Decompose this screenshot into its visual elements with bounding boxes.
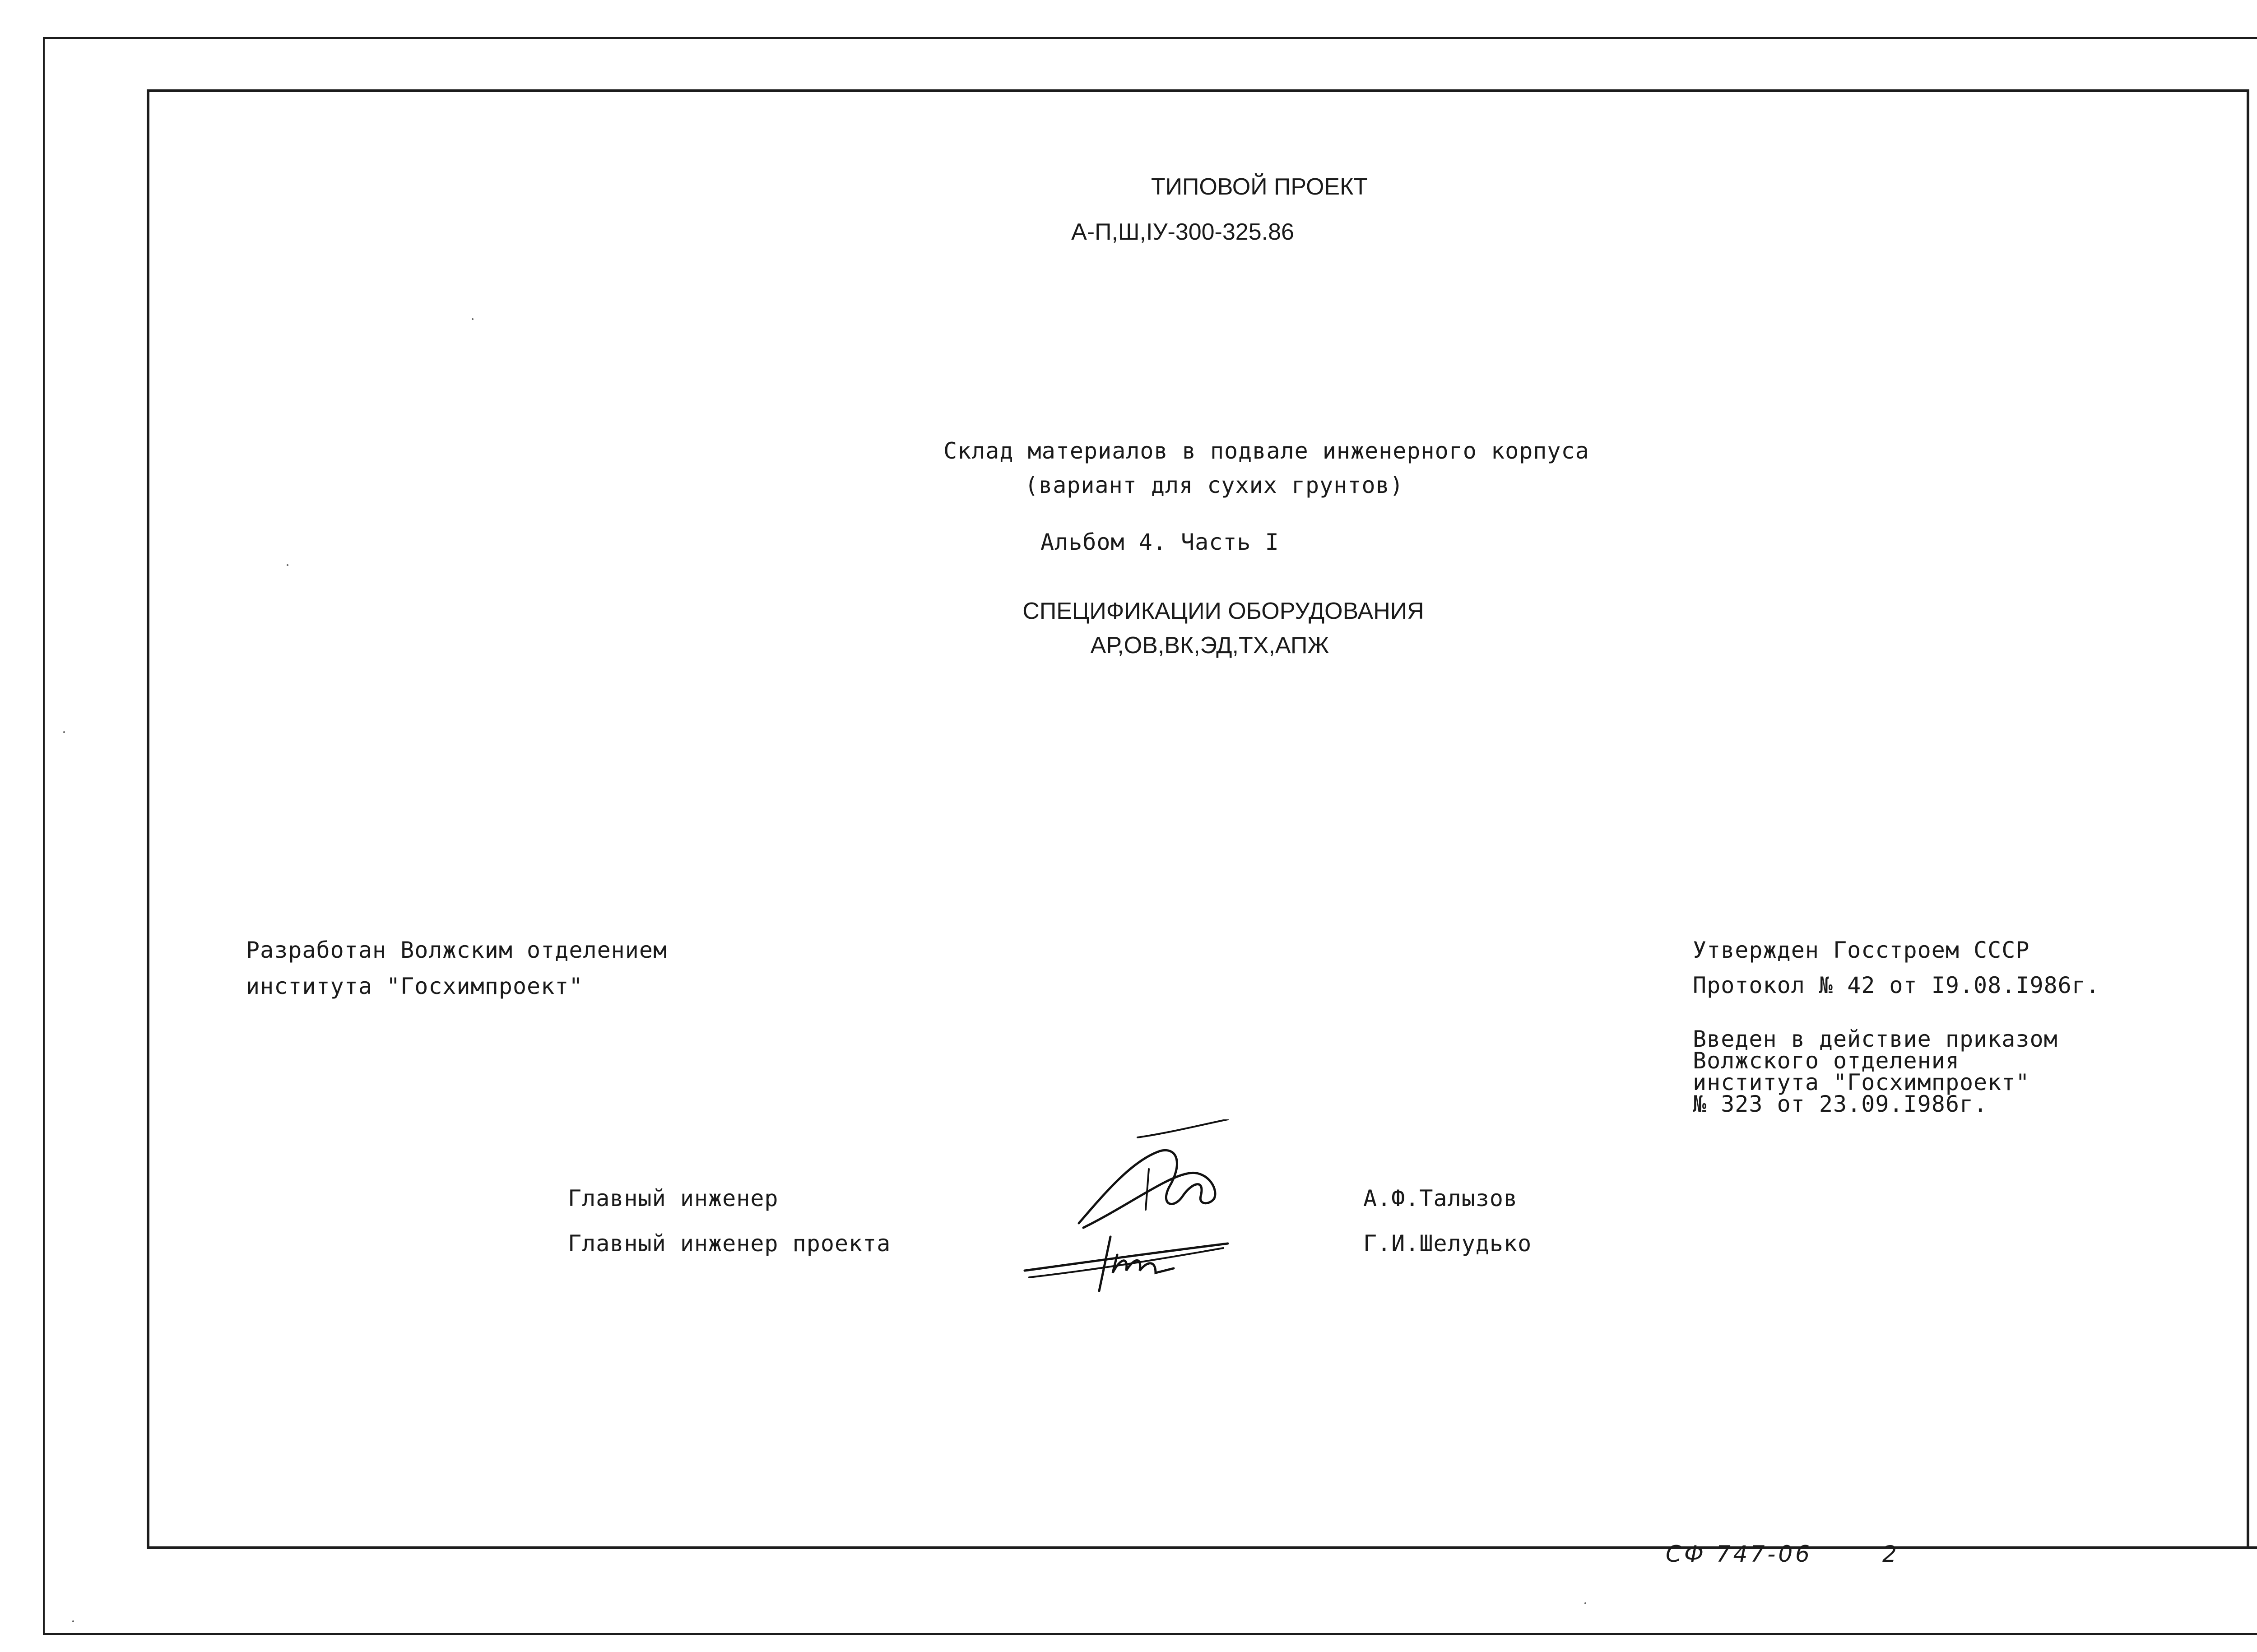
introduction-line-4: № 323 от 23.09.I986г. [1693,1091,1988,1117]
frame-top [147,89,2249,92]
developer-line-2: института "Госхимпроект" [246,973,583,999]
project-type-title: ТИПОВОЙ ПРОЕКТ [1151,174,1368,200]
approval-protocol: Протокол № 42 от I9.08.I986г. [1693,972,2100,998]
subject-line-1: Склад материалов в подвале инженерного корпуса [943,438,1589,464]
introduction-line-1: Введен в действие приказом [1693,1026,2058,1052]
spec-title: СПЕЦИФИКАЦИИ ОБОРУДОВАНИЯ [1022,598,1424,624]
scan-speck [472,318,474,320]
developer-line-1: Разработан Волжским отделением [246,937,668,963]
scan-speck [287,564,288,566]
frame-bottom [147,1546,2257,1549]
scan-speck [1584,1602,1586,1604]
signature-name-chief-engineer: А.Ф.Талызов [1363,1185,1518,1211]
spec-sections: АР,ОВ,ВК,ЭД,ТХ,АПЖ [1090,632,1329,659]
scan-speck [63,731,65,733]
handwritten-signature-1 [1070,1119,1237,1232]
page-number: 2 [1882,1541,1899,1567]
archive-code: СФ 747-06 [1666,1541,1812,1567]
project-code: А-П,Ш,IУ-300-325.86 [1071,219,1294,245]
outer-border-top [43,37,2257,39]
outer-border-left [43,37,45,1635]
introduction-line-2: Волжского отделения [1693,1048,1960,1074]
approval-line-1: Утвержден Госстроем СССР [1693,937,2030,963]
signature-role-chief-engineer: Главный инженер [568,1185,779,1211]
frame-bottom-inner [2247,1531,2249,1546]
scan-speck [72,1620,74,1622]
frame-left [147,89,149,1549]
subject-line-2: (вариант для сухих грунтов) [1025,472,1404,498]
handwritten-signature-2 [1020,1228,1237,1295]
outer-border-bottom [43,1633,2257,1635]
frame-right [2247,89,2249,1540]
signature-role-chief-project-engineer: Главный инженер проекта [568,1230,891,1257]
signature-name-chief-project-engineer: Г.И.Шелудько [1363,1230,1532,1257]
introduction-line-3: института "Госхимпроект" [1693,1069,2030,1095]
album-part: Альбом 4. Часть I [1040,529,1279,555]
